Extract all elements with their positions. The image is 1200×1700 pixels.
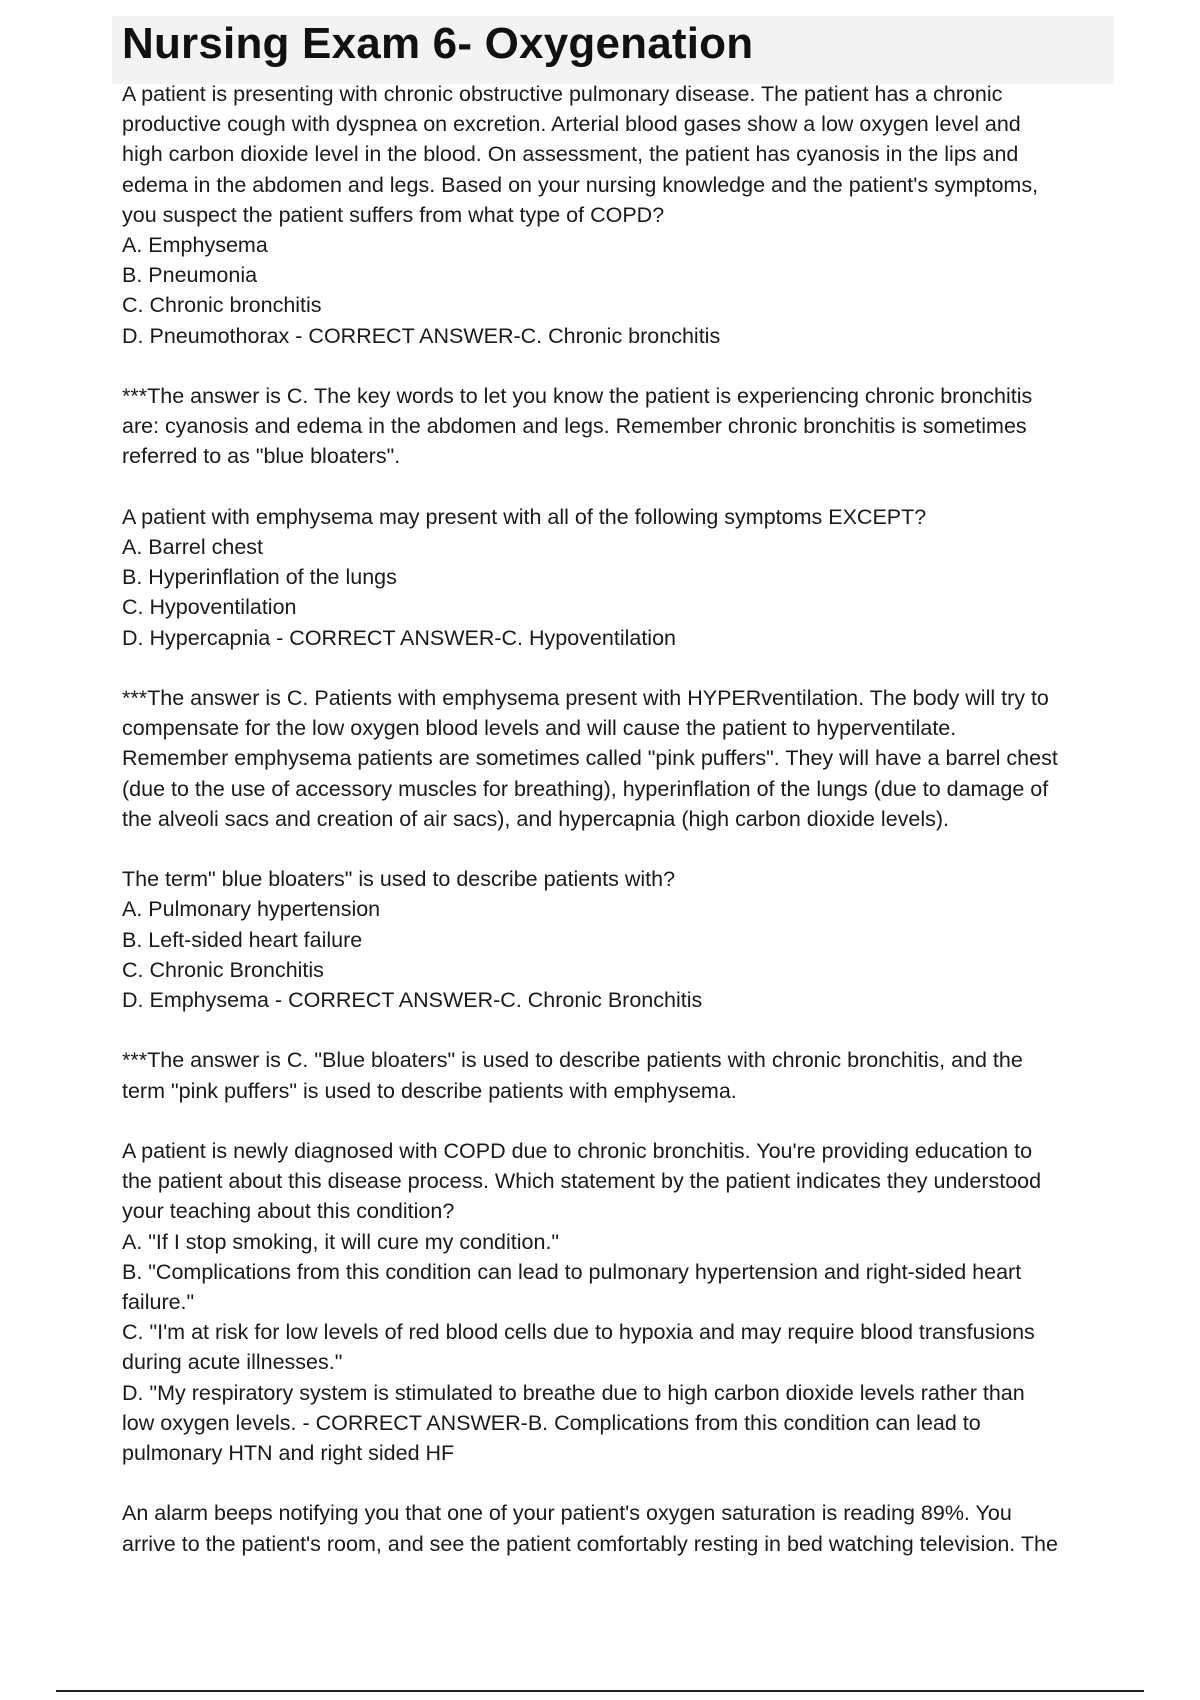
paragraph-gap (122, 1468, 1134, 1498)
text-line: the patient about this disease process. Which statement by the patient indicates they understood (122, 1169, 1042, 1194)
text-line: compensate for the low oxygen blood levels and will cause the patient to hyperventilate. (122, 716, 957, 741)
answer-option: C. "I'm at risk for low levels of red blood cells due to hypoxia and may require blood transfusions (122, 1320, 1035, 1345)
paragraph-gap (122, 834, 1134, 864)
question-1 (122, 79, 1134, 351)
answer-option: A. Pulmonary hypertension (122, 897, 381, 922)
text-line: your teaching about this condition? (122, 1199, 455, 1224)
question-4-options (122, 1227, 1134, 1469)
text-line: ***The answer is C. Patients with emphysema present with HYPERventilation. The body will try to (122, 686, 1049, 711)
text-line: you suspect the patient suffers from what type of COPD? (122, 202, 665, 227)
document-body (122, 79, 1134, 1559)
question-1-stem (122, 79, 1134, 230)
answer-option: A. Emphysema (122, 233, 268, 258)
text-line: (due to the use of accessory muscles for breathing), hyperinflation of the lungs (due to damage of (122, 776, 1049, 801)
answer-option: C. Chronic Bronchitis (122, 957, 324, 982)
question-2-stem (122, 502, 1134, 532)
answer-option: B. Left-sided heart failure (122, 927, 363, 952)
text-line: A patient is presenting with chronic obstructive pulmonary disease. The patient has a chronic (122, 82, 1003, 106)
paragraph-gap (122, 351, 1134, 381)
answer-option: C. Chronic bronchitis (122, 293, 322, 318)
page-bottom-divider (56, 1690, 1144, 1692)
answer-option-continued: low oxygen levels. - CORRECT ANSWER-B. Complications from this condition can lead to (122, 1410, 981, 1435)
question-2-rationale (122, 683, 1134, 834)
question-3-options (122, 894, 1134, 1015)
text-line: A patient is newly diagnosed with COPD due to chronic bronchitis. You're providing education to (122, 1139, 1033, 1164)
text-line: Remember emphysema patients are sometimes called "pink puffers". They will have a barrel chest (122, 746, 1058, 771)
answer-option: A. Barrel chest (122, 535, 263, 560)
question-2 (122, 502, 1134, 653)
question-3 (122, 864, 1134, 1015)
answer-option-continued: failure." (122, 1290, 195, 1315)
text-line: A patient with emphysema may present with all of the following symptoms EXCEPT? (122, 504, 927, 529)
answer-option-continued: pulmonary HTN and right sided HF (122, 1441, 455, 1466)
question-4-stem (122, 1136, 1134, 1227)
question-4 (122, 1136, 1134, 1468)
question-1-rationale (122, 381, 1134, 472)
question-5-stem (122, 1498, 1134, 1558)
text-line: An alarm beeps notifying you that one of your patient's oxygen saturation is reading 89%. You (122, 1501, 1012, 1526)
text-line: high carbon dioxide level in the blood. On assessment, the patient has cyanosis in the lips and (122, 142, 1019, 167)
question-1-options (122, 230, 1134, 351)
text-line: referred to as "blue bloaters". (122, 444, 401, 469)
text-line: arrive to the patient's room, and see the patient comfortably resting in bed watching television. The (122, 1531, 1058, 1556)
answer-option-with-correct-answer: D. Hypercapnia - CORRECT ANSWER-C. Hypoventilation (122, 625, 676, 650)
question-5 (122, 1498, 1134, 1558)
answer-option: A. "If I stop smoking, it will cure my condition." (122, 1229, 560, 1254)
paragraph-gap (122, 472, 1134, 502)
paragraph-gap (122, 1015, 1134, 1045)
text-line: edema in the abdomen and legs. Based on your nursing knowledge and the patient's symptoms, (122, 172, 1039, 197)
answer-option-with-correct-answer: D. Emphysema - CORRECT ANSWER-C. Chronic Bronchitis (122, 988, 703, 1013)
text-line: term "pink puffers" is used to describe patients with emphysema. (122, 1078, 737, 1103)
answer-option-continued: during acute illnesses." (122, 1350, 343, 1375)
answer-option-with-correct-answer: D. Pneumothorax - CORRECT ANSWER-C. Chronic bronchitis (122, 323, 721, 348)
paragraph-gap (122, 653, 1134, 683)
answer-option: B. Hyperinflation of the lungs (122, 565, 397, 590)
text-line: The term" blue bloaters" is used to describe patients with? (122, 867, 676, 892)
question-3-stem (122, 864, 1134, 894)
text-line: the alveoli sacs and creation of air sacs), and hypercapnia (high carbon dioxide levels). (122, 806, 950, 831)
page-title: Nursing Exam 6- Oxygenation (122, 19, 754, 68)
text-line: ***The answer is C. The key words to let you know the patient is experiencing chronic bronchitis (122, 384, 1033, 409)
answer-option-with-correct-answer: D. "My respiratory system is stimulated to breathe due to high carbon dioxide levels rather than (122, 1380, 1025, 1405)
answer-option: B. "Complications from this condition can lead to pulmonary hypertension and right-sided heart (122, 1259, 1022, 1284)
text-line: productive cough with dyspnea on excretion. Arterial blood gases show a low oxygen level and (122, 112, 1021, 137)
answer-option: C. Hypoventilation (122, 595, 297, 620)
question-3-rationale (122, 1045, 1134, 1105)
paragraph-gap (122, 1106, 1134, 1136)
answer-option: B. Pneumonia (122, 263, 258, 288)
text-line: ***The answer is C. "Blue bloaters" is used to describe patients with chronic bronchitis, and the (122, 1048, 1023, 1073)
question-2-options (122, 532, 1134, 653)
text-line: are: cyanosis and edema in the abdomen and legs. Remember chronic bronchitis is sometimes (122, 414, 1027, 439)
